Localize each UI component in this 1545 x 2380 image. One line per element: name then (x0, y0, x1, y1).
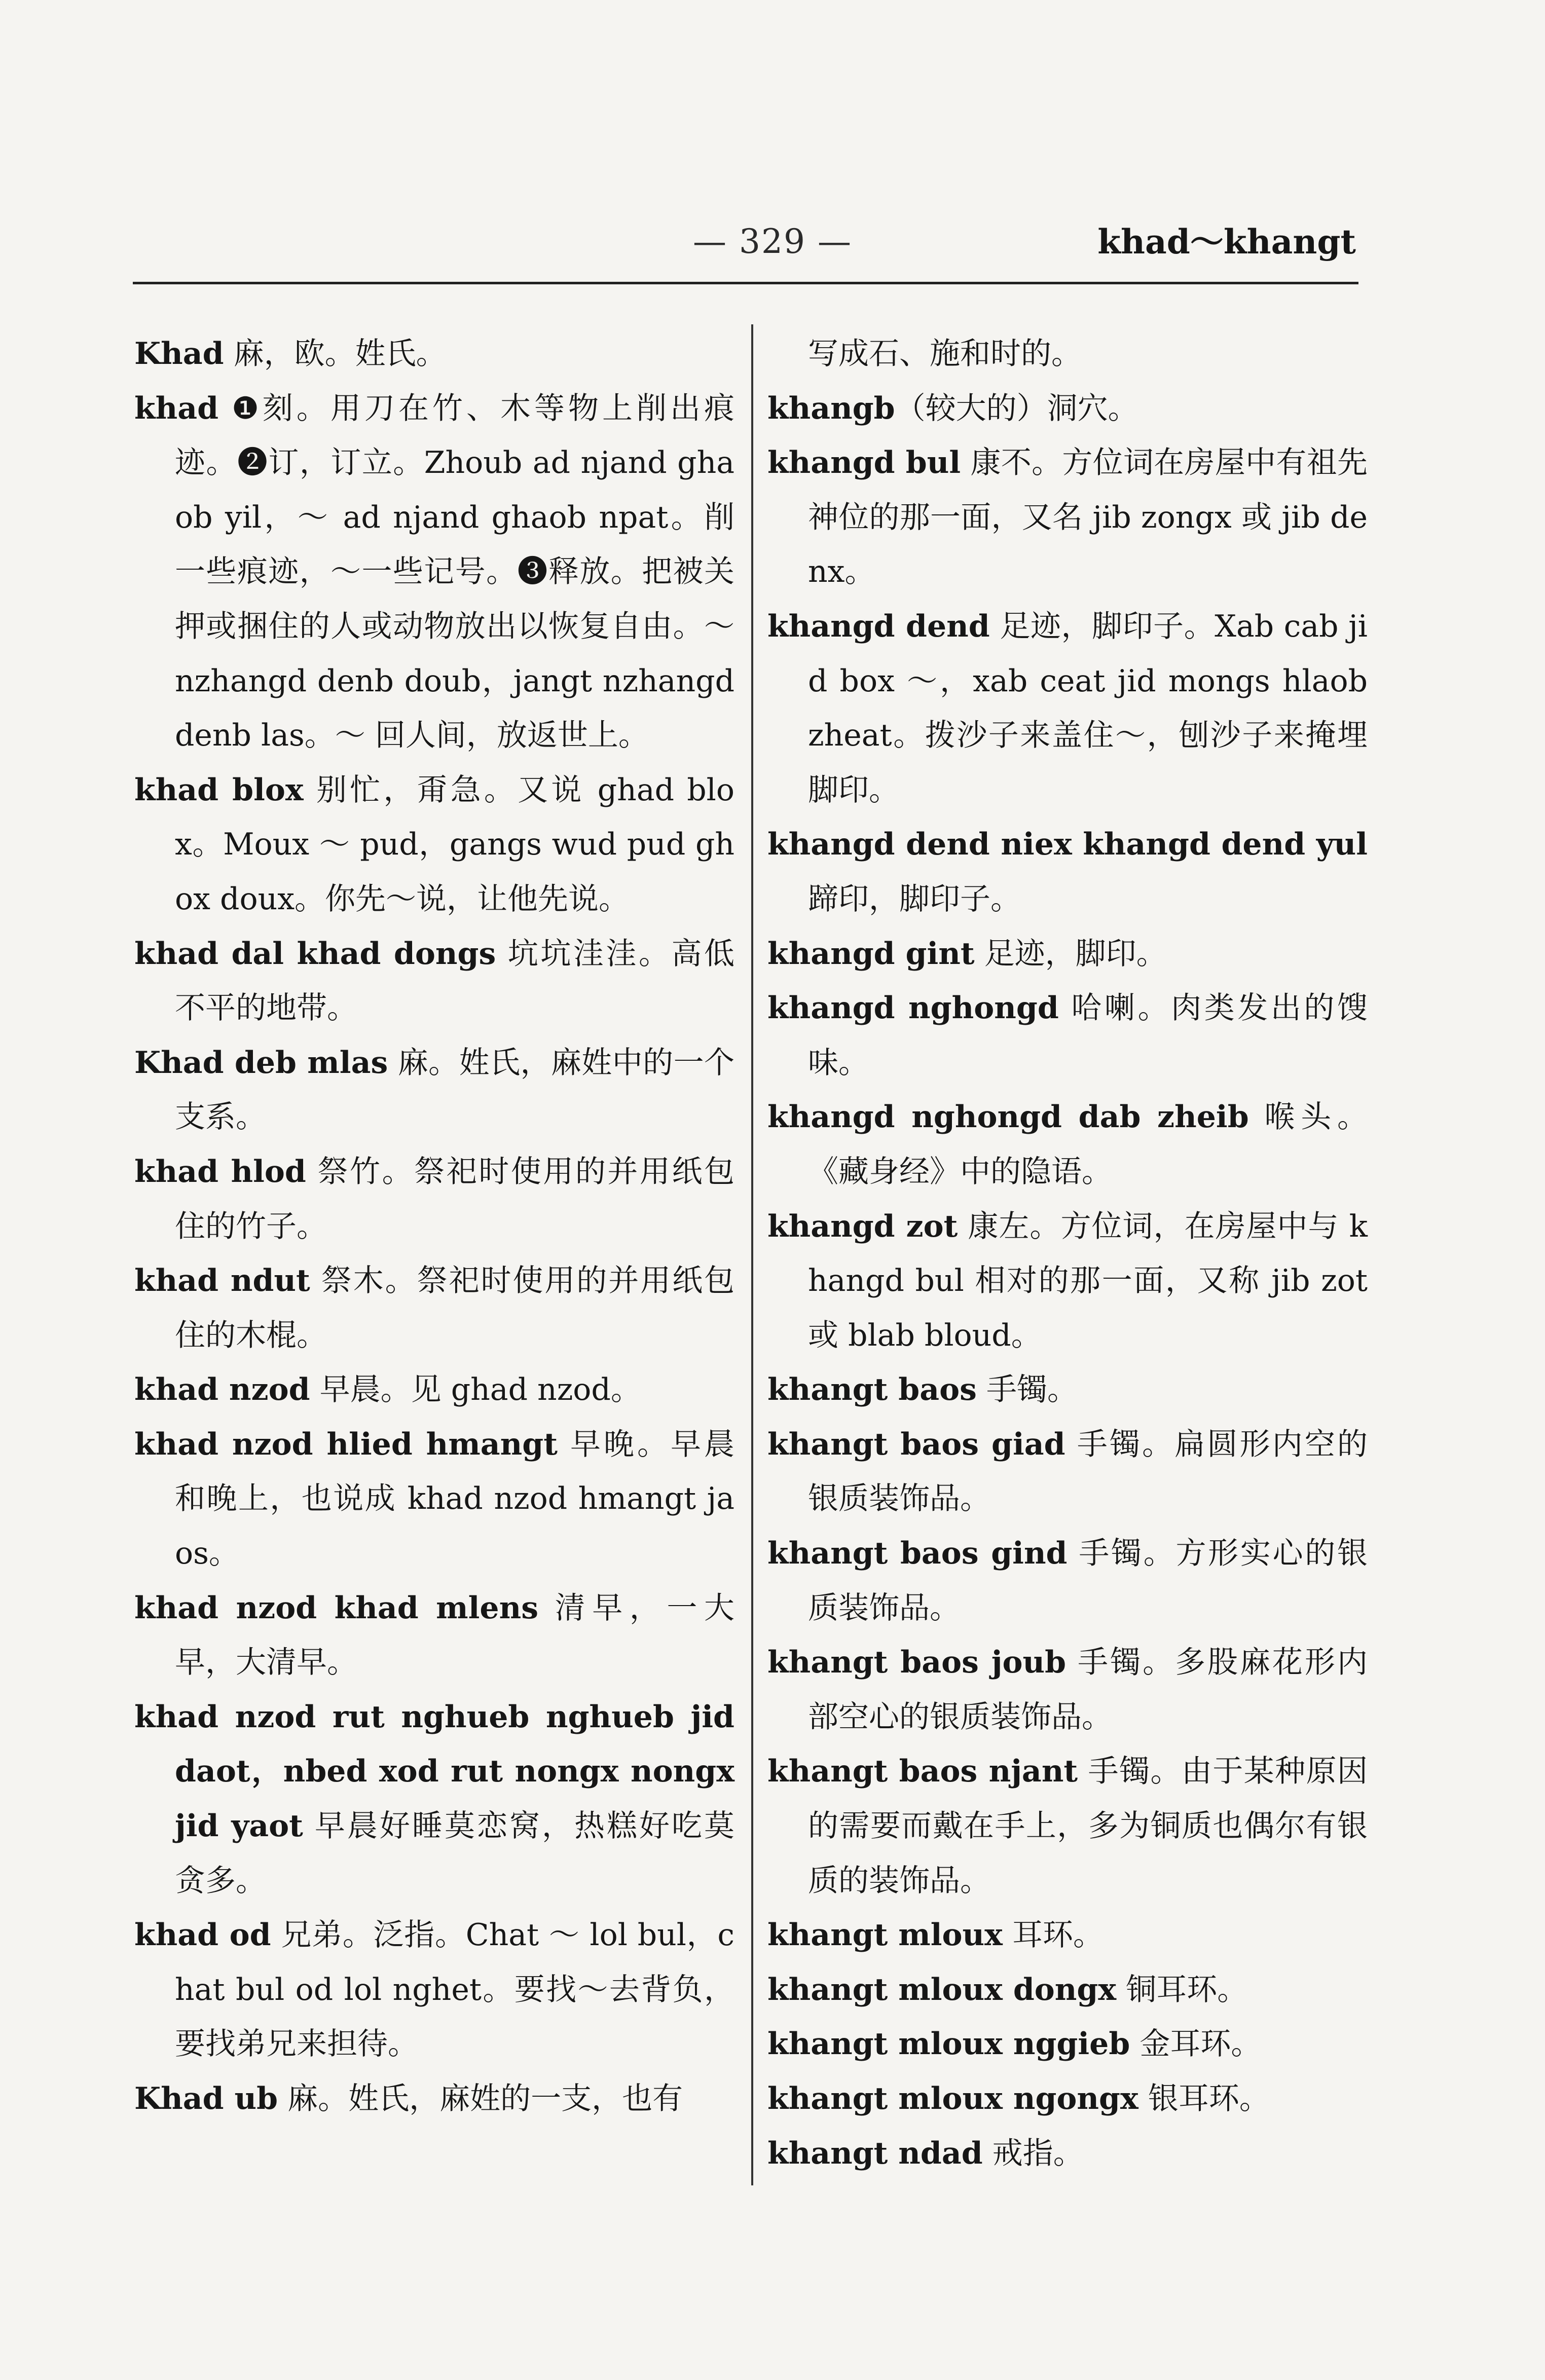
headword: khangt mloux nggieb (767, 2026, 1130, 2062)
definition: 哈喇。肉类发出的馊味。 (808, 990, 1368, 1081)
dictionary-entry (134, 1690, 734, 1908)
headword: khad blox (134, 772, 304, 808)
definition: 手镯。扁圆形内空的银质装饰品。 (808, 1426, 1368, 1517)
running-head: khad～khangt (1097, 222, 1356, 262)
dictionary-entry (134, 1908, 734, 2072)
definition: 足迹，脚印。 (984, 936, 1167, 972)
column-divider (751, 324, 753, 2185)
definition: 手镯。方形实心的银质装饰品。 (808, 1536, 1368, 1626)
definition: 祭木。祭祀时使用的并用纸包住的木棍。 (175, 1263, 735, 1353)
dictionary-entry (134, 1036, 734, 1145)
headword: Khad deb mlas (134, 1045, 388, 1081)
headword: khad od (134, 1917, 271, 1953)
dictionary-entry (767, 1090, 1368, 1199)
dictionary-entry (767, 1908, 1368, 1963)
dictionary-entry (134, 1145, 734, 1254)
dictionary-entry (767, 1200, 1368, 1363)
right-column (767, 327, 1368, 2181)
left-column (134, 327, 734, 2127)
dictionary-entry (767, 927, 1368, 982)
headword: khangd nghongd (767, 990, 1059, 1026)
dictionary-entry (134, 327, 734, 382)
headword: khad hlod (134, 1154, 306, 1189)
header-rule (133, 282, 1358, 284)
definition: 祭竹。祭祀时使用的并用纸包住的竹子。 (175, 1154, 735, 1244)
headword: khad (134, 390, 219, 426)
headword: khad nzod (134, 1372, 310, 1408)
page-number: — 329 — (693, 222, 852, 261)
definition: 麻。姓氏，麻姓中的一个支系。 (175, 1045, 734, 1135)
definition: 耳环。 (1012, 1917, 1104, 1953)
definition: 早晨好睡莫恋窝，热糕好吃莫贪多。 (175, 1808, 735, 1899)
definition: 早晨。见 ghad nzod。 (319, 1372, 641, 1408)
dictionary-entry (767, 1635, 1368, 1744)
dictionary-entry (767, 2017, 1368, 2072)
definition: 麻。姓氏，麻姓的一支，也有 (287, 2081, 683, 2116)
headword: khangt mloux ngongx (767, 2081, 1138, 2116)
definition: 银耳环。 (1148, 2081, 1270, 2116)
definition: 戒指。 (992, 2135, 1084, 2171)
dictionary-entry (134, 1418, 734, 1581)
headword: khad ndut (134, 1263, 310, 1299)
headword: khangd zot (767, 1208, 958, 1244)
headword: khangd bul (767, 445, 961, 481)
headword: khad nzod rut nghueb nghueb jid daot，nbed xod rut nongx nongx jid yaot (134, 1699, 734, 1844)
dictionary-entry (767, 382, 1368, 436)
definition: （较大的）洞穴。 (895, 390, 1138, 426)
dictionary-entry (134, 763, 734, 927)
definition: 清早，一大早，大清早。 (175, 1590, 734, 1681)
dictionary-entry (134, 1363, 734, 1418)
dictionary-entry (767, 2127, 1368, 2181)
headword: khad dal khad dongs (134, 936, 496, 972)
headword: khangd dend (767, 608, 990, 644)
dictionary-entry (767, 1744, 1368, 1908)
dictionary-entry (767, 1963, 1368, 2018)
definition: 足迹，脚印子。Xab cab jid box ～，xab ceat jid mongs hlaob zheat。拨沙子来盖住～，刨沙子来掩埋脚印。 (808, 608, 1368, 808)
headword: khangt ndad (767, 2135, 983, 2171)
definition: 铜耳环。 (1126, 1972, 1248, 2007)
headword: Khad (134, 336, 224, 371)
dictionary-entry (134, 1581, 734, 1690)
definition: 蹄印，脚印子。 (808, 881, 1021, 917)
definition: 康左。方位词，在房屋中与 khangd bul 相对的那一面，又称 jib zot 或 blab bloud。 (808, 1208, 1368, 1353)
headword: khangd nghongd dab zheib (767, 1099, 1249, 1135)
headword: khangb (767, 390, 895, 426)
headword: khangd dend niex khangd dend yul (767, 827, 1368, 863)
definition: 兄弟。泛指。Chat ～ lol bul，chat bul od lol nghet。要找～去背负，要找弟兄来担待。 (175, 1917, 735, 2062)
definition: 康不。方位词在房屋中有祖先神位的那一面，又名 jib zongx 或 jib denx。 (808, 445, 1368, 590)
dictionary-entry (134, 1254, 734, 1363)
headword: khangt baos joub (767, 1645, 1066, 1681)
definition: 手镯。多股麻花形内部空心的银质装饰品。 (808, 1645, 1368, 1735)
dictionary-entry (134, 382, 734, 763)
headword: Khad ub (134, 2081, 278, 2116)
headword: khad nzod khad mlens (134, 1590, 538, 1626)
dictionary-entry (134, 927, 734, 1036)
headword: khangt mloux (767, 1917, 1003, 1953)
definition: 麻，欧。姓氏。 (233, 336, 447, 371)
headword: khangt baos gind (767, 1536, 1068, 1572)
dictionary-entry (767, 981, 1368, 1090)
definition: 早晚。早晨和晚上，也说成 khad nzod hmangt jaos。 (175, 1426, 734, 1572)
definition: 坑坑洼洼。高低不平的地带。 (175, 936, 735, 1026)
dictionary-entry (767, 600, 1368, 817)
entry-continuation: 写成石、施和时的。 (808, 336, 1082, 371)
definition: ❶刻。用刀在竹、木等物上削出痕迹。❷订，订立。Zhoub ad njand ghaob yil，～ ad njand ghaob npat。削一些痕迹，～一些记号。❸释放。把被关押或捆住的人或动物放出以恢复自由。～ nzhangd denb doub，jangt nzhangd denb las。～ 回人间，放返世上。 (175, 390, 735, 754)
definition: 手镯。由于某种原因的需要而戴在手上，多为铜质也偶尔有银质的装饰品。 (808, 1754, 1368, 1899)
dictionary-entry (767, 436, 1368, 600)
dictionary-entry (767, 2072, 1368, 2127)
dictionary-entry (767, 817, 1368, 926)
definition: 喉头。《藏身经》中的隐语。 (808, 1099, 1368, 1189)
headword: khangt baos giad (767, 1426, 1065, 1462)
dictionary-entry (767, 1527, 1368, 1635)
definition: 别忙，甭急。又说 ghad blox。Moux ～ pud，gangs wud pud ghox doux。你先～说，让他先说。 (175, 772, 734, 917)
headword: khangt baos njant (767, 1754, 1078, 1790)
headword: khangt baos (767, 1372, 977, 1408)
headword: khangd gint (767, 936, 975, 972)
definition: 手镯。 (986, 1372, 1078, 1408)
dictionary-entry (767, 1363, 1368, 1418)
headword: khangt mloux dongx (767, 1972, 1117, 2007)
dictionary-entry (134, 2072, 734, 2127)
definition: 金耳环。 (1139, 2026, 1262, 2062)
headword: khad nzod hlied hmangt (134, 1426, 558, 1462)
dictionary-entry (767, 1418, 1368, 1527)
